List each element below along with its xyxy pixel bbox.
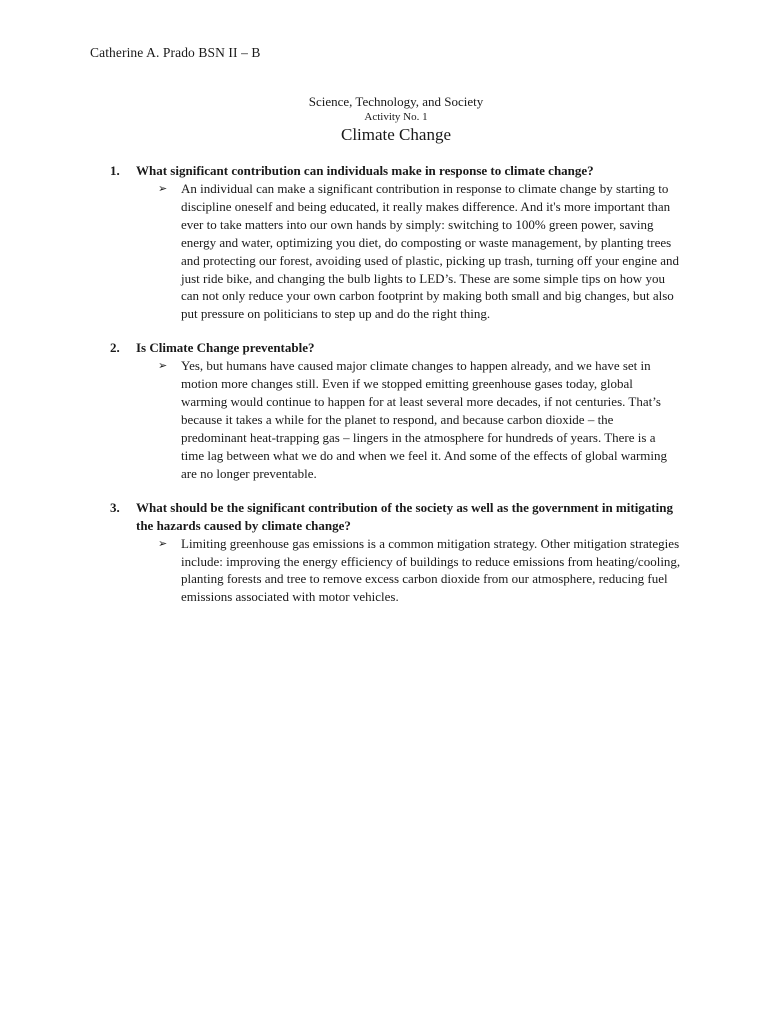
activity-number: Activity No. 1 <box>364 111 428 123</box>
answer-text: An individual can make a significant contribution in response to climate change by starting to discipline oneself and being educated, it really makes difference. And it's more important than ever to take matters into our own hands by simply: switching to 100% green power, saving energy and water, optimizing you diet, do composting or waste management, by planting trees and protecting our forest, avoiding used of plastic, picking up trash, turning off your engine and just ride bike, and changing the bulb lights to LED’s. These are some simple tips on how you can not only reduce your own carbon footprint by making both small and big changes, but also put pressure on politicians to step up and do the right thing. <box>181 181 679 322</box>
arrow-bullet-icon: ➢ <box>158 360 168 373</box>
document-header <box>0 93 768 146</box>
question-number: 2. <box>110 340 120 356</box>
question-text: Is Climate Change preventable? <box>136 340 315 356</box>
question-number: 3. <box>110 499 120 515</box>
question-item-3 <box>110 499 690 607</box>
answer-item <box>158 180 690 323</box>
answer-item <box>158 357 690 482</box>
subject-title: Science, Technology, and Society <box>308 94 484 109</box>
question-number: 1. <box>110 163 120 178</box>
arrow-bullet-icon: ➢ <box>158 537 168 550</box>
question-list <box>110 162 690 622</box>
arrow-bullet-icon: ➢ <box>158 183 168 195</box>
answer-text: Yes, but humans have caused major climate changes to happen already, and we have set in motion more changes still. Even if we stopped emitting greenhouse gases today, global warming would continue to happen for at least several more decades, if not centuries. That’s because it takes a while for the planet to respond, and because carbon dioxide – the predominant heat-trapping gas – lingers in the atmosphere for hundreds of years. There is a time lag between what we do and when we feel it. And some of the effects of global warming are no longer preventable. <box>181 358 668 481</box>
question-text: What significant contribution can individuals make in response to climate change? <box>136 163 594 178</box>
question-item-1 <box>110 162 690 323</box>
answer-item <box>158 535 690 607</box>
page-title: Climate Change <box>340 125 451 144</box>
author-line: Catherine A. Prado BSN II – B <box>90 45 261 60</box>
answer-text: Limiting greenhouse gas emissions is a common mitigation strategy. Other mitigation strategies include: improving the energy efficiency of buildings to reduce emissions from heating/cooling, planting forests and tree to remove excess carbon dioxide from our atmosphere, reducing fuel emissions associated with motor vehicles. <box>181 535 681 605</box>
question-item-2 <box>110 339 690 482</box>
question-text: What should be the significant contribution of the society as well as the government in mitigating the hazards caused by climate change? <box>136 499 673 533</box>
